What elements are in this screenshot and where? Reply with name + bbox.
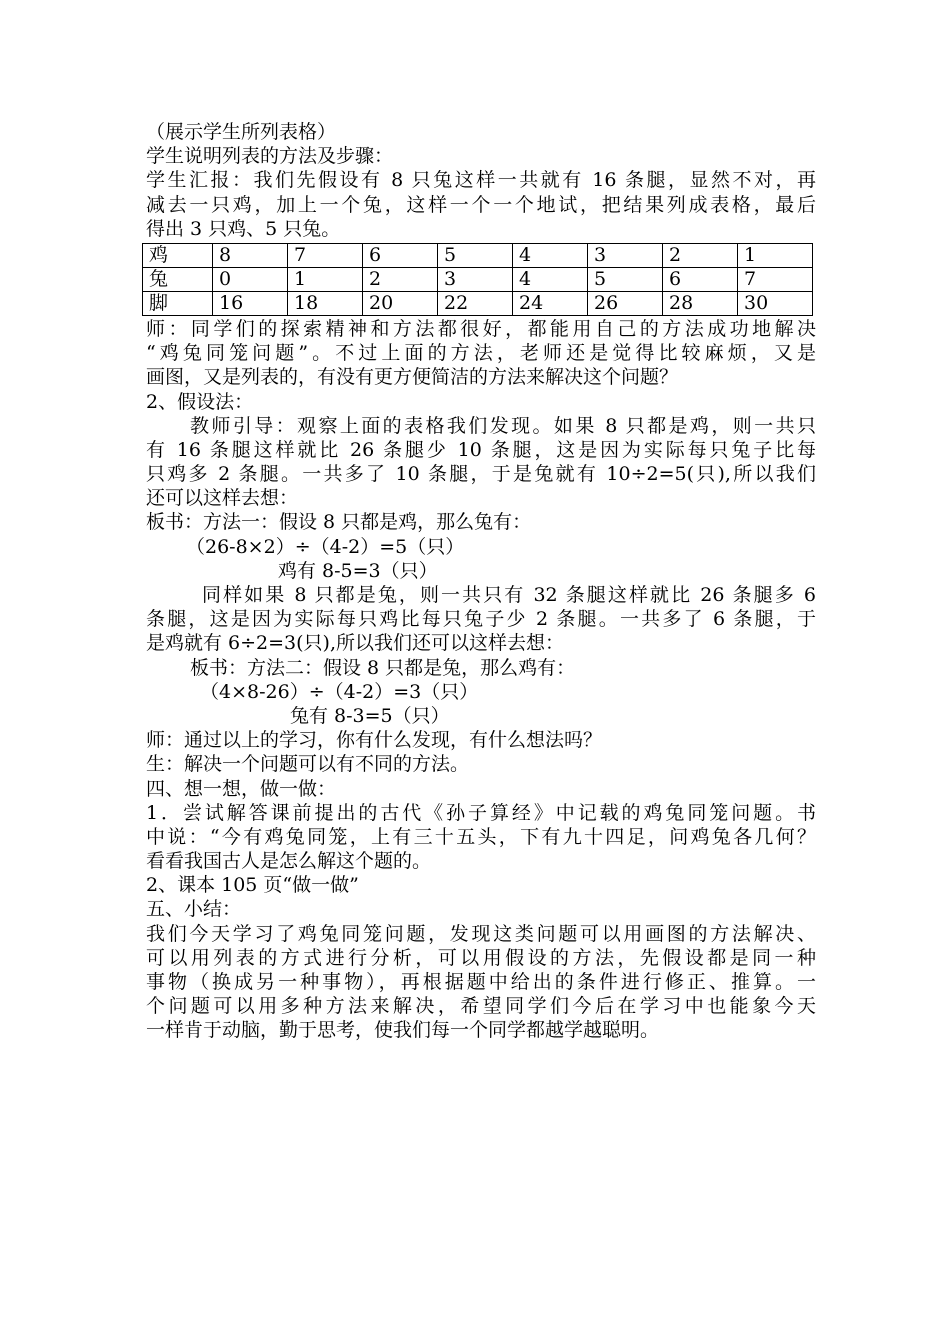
section5-heading: 五、小结： bbox=[146, 898, 242, 921]
teacher-comment-line-2: “鸡兔同笼问题”。不过上面的方法，老师还是觉得比较麻烦，又是 bbox=[146, 342, 816, 365]
table-cell: 7 bbox=[288, 243, 363, 267]
board1-formula: （26-8×2）÷（4-2）=5（只） bbox=[186, 535, 465, 558]
guide-line-1: 教师引导：观察上面的表格我们发现。如果 8 只都是鸡，则一共只 bbox=[190, 414, 816, 437]
table-cell: 26 bbox=[588, 291, 663, 315]
table-cell: 20 bbox=[363, 291, 438, 315]
section4-line-2: 中说：“今有鸡兔同笼，上有三十五头，下有九十四足，问鸡兔各几何？ bbox=[146, 825, 816, 848]
intro-line-2: 学生说明列表的方法及步骤： bbox=[146, 145, 394, 168]
dialogue-student: 生：解决一个问题可以有不同的方法。 bbox=[146, 753, 470, 776]
table-cell: 3 bbox=[588, 243, 663, 267]
method-heading: 2、假设法： bbox=[146, 390, 254, 413]
section5-line-1: 我们今天学习了鸡兔同笼问题，发现这类问题可以用画图的方法解决、 bbox=[146, 922, 816, 945]
intro-line-1: （展示学生所列表格） bbox=[146, 121, 337, 143]
table-cell: 18 bbox=[288, 291, 363, 315]
board1-result: 鸡有 8-5=3（只） bbox=[278, 559, 438, 582]
same-line-2: 条腿，这是因为实际每只鸡比每只兔子少 2 条腿。一共多了 6 条腿，于 bbox=[146, 608, 816, 631]
table-cell: 24 bbox=[513, 291, 588, 315]
table-cell: 5 bbox=[438, 243, 513, 267]
section5-line-3: 事物（换成另一种事物），再根据题中给出的条件进行修正、推算。一 bbox=[146, 971, 816, 993]
table-row-label: 鸡 bbox=[143, 243, 213, 267]
table-cell: 2 bbox=[663, 243, 738, 267]
section5-line-2: 可以用列表的方式进行分析，可以用假设的方法，先假设都是同一种 bbox=[146, 946, 816, 969]
table-row-chicken bbox=[143, 243, 813, 267]
table-cell: 4 bbox=[513, 267, 588, 291]
chicken-rabbit-table bbox=[142, 243, 813, 316]
table-cell: 5 bbox=[588, 267, 663, 291]
table-row-rabbit bbox=[143, 267, 813, 291]
table-cell: 6 bbox=[663, 267, 738, 291]
board2-title: 板书：方法二：假设 8 只都是兔，那么鸡有： bbox=[190, 656, 576, 679]
section5-line-5: 一样肯于动脑，勤于思考，使我们每一个同学都越学越聪明。 bbox=[146, 1019, 660, 1042]
table-cell: 16 bbox=[213, 291, 288, 315]
section5-line-4: 个问题可以用多种方法来解决，希望同学们今后在学习中也能象今天 bbox=[146, 995, 816, 1018]
teacher-comment-line-3: 画图，又是列表的，有没有更方便简洁的方法来解决这个问题？ bbox=[146, 366, 679, 389]
table-cell: 30 bbox=[738, 291, 813, 315]
section4-line-3: 看看我国古人是怎么解这个题的。 bbox=[146, 850, 432, 873]
section4-heading: 四、想一想，做一做： bbox=[146, 777, 337, 800]
same-line-3: 是鸡就有 6÷2=3(只),所以我们还可以这样去想： bbox=[146, 632, 565, 655]
section4-line-1: 1．尝试解答课前提出的古代《孙子算经》中记载的鸡兔同笼问题。书 bbox=[146, 801, 816, 824]
guide-line-2: 有 16 条腿这样就比 26 条腿少 10 条腿，这是因为实际每只兔子比每 bbox=[146, 438, 816, 461]
table-row-label: 兔 bbox=[143, 267, 213, 291]
table-cell: 28 bbox=[663, 291, 738, 315]
guide-line-3: 只鸡多 2 条腿。一共多了 10 条腿，于是兔就有 10÷2=5(只),所以我们 bbox=[146, 463, 816, 486]
guide-line-4: 还可以这样去想： bbox=[146, 487, 299, 510]
table-cell: 8 bbox=[213, 243, 288, 267]
table-cell: 6 bbox=[363, 243, 438, 267]
table-cell: 1 bbox=[288, 267, 363, 291]
section4-line-4: 2、课本 105 页“做一做” bbox=[146, 874, 359, 897]
same-line-1: 同样如果 8 只都是兔，则一共只有 32 条腿这样就比 26 条腿多 6 bbox=[202, 584, 816, 606]
board1-title: 板书：方法一：假设 8 只都是鸡，那么兔有： bbox=[146, 511, 532, 534]
table-cell: 1 bbox=[738, 243, 813, 267]
table-row-feet bbox=[143, 291, 813, 315]
board2-result: 兔有 8-3=5（只） bbox=[290, 704, 450, 727]
intro-line-4: 减去一只鸡，加上一个兔，这样一个一个地试，把结果列成表格，最后 bbox=[146, 193, 816, 216]
table-cell: 7 bbox=[738, 267, 813, 291]
intro-line-3: 学生汇报：我们先假设有 8 只兔这样一共就有 16 条腿，显然不对，再 bbox=[146, 169, 816, 192]
teacher-comment-line-1: 师：同学们的探索精神和方法都很好，都能用自己的方法成功地解决 bbox=[146, 317, 816, 340]
table-cell: 4 bbox=[513, 243, 588, 267]
table-cell: 3 bbox=[438, 267, 513, 291]
intro-line-5: 得出 3 只鸡、5 只兔。 bbox=[146, 217, 341, 240]
table-cell: 22 bbox=[438, 291, 513, 315]
dialogue-teacher: 师：通过以上的学习，你有什么发现，有什么想法吗？ bbox=[146, 729, 603, 752]
table-row-label: 脚 bbox=[143, 291, 213, 315]
document-page bbox=[146, 120, 816, 1043]
table-cell: 2 bbox=[363, 267, 438, 291]
table-cell: 0 bbox=[213, 267, 288, 291]
board2-formula: （4×8-26）÷（4-2）=3（只） bbox=[200, 680, 479, 703]
